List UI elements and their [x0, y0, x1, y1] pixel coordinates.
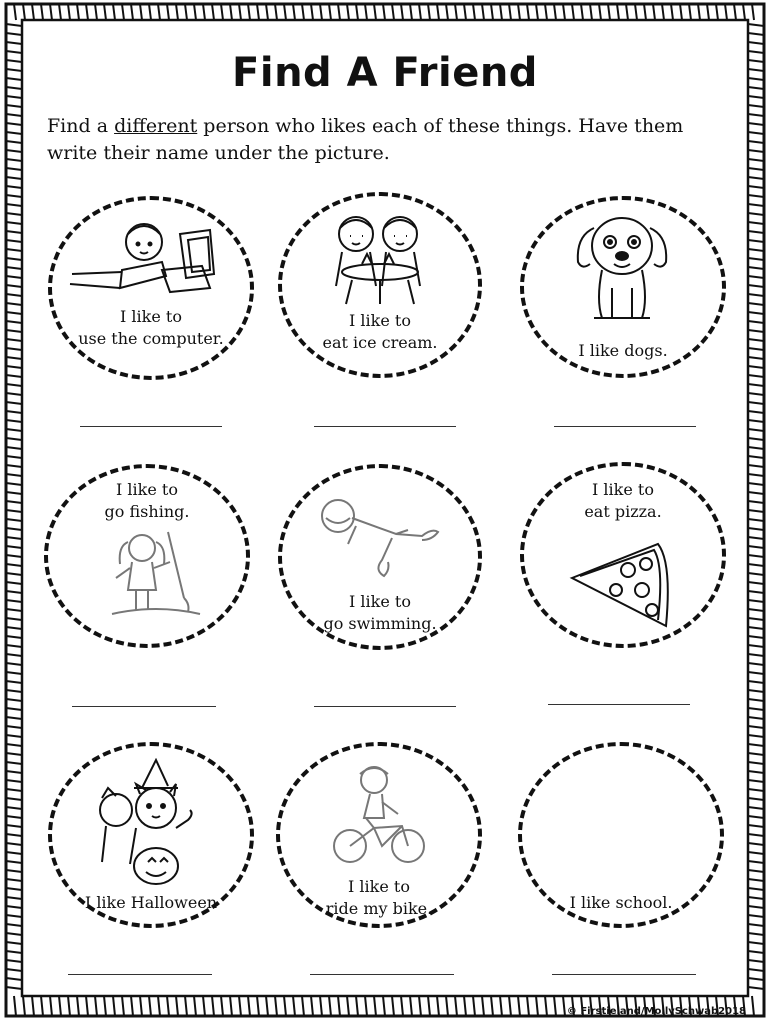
pizza-slice-icon	[566, 540, 674, 630]
dog-icon	[572, 208, 672, 326]
activity-caption: I like to use the computer.	[78, 307, 224, 348]
name-line[interactable]	[548, 704, 690, 705]
activity-caption: I like to go fishing.	[104, 480, 190, 521]
activity-caption: I like to go swimming.	[323, 592, 437, 633]
instructions: Find a different person who likes each of these things. Have them write their name under the picture.	[47, 115, 684, 164]
name-line[interactable]	[314, 426, 456, 427]
girl-riding-bike-icon	[330, 762, 430, 866]
name-line[interactable]	[80, 426, 222, 427]
activity-caption: I like to eat ice cream.	[322, 311, 438, 352]
kids-eating-ice-cream-icon	[322, 206, 438, 306]
activity-caption: I like to eat pizza.	[584, 480, 662, 521]
girl-fishing-icon	[108, 528, 204, 620]
boy-swimming-icon	[312, 490, 442, 580]
activity-caption: I like dogs.	[578, 341, 668, 360]
name-line[interactable]	[552, 974, 696, 975]
activity-caption: I like to ride my bike.	[325, 877, 433, 918]
name-line[interactable]	[72, 706, 216, 707]
page-title: Find A Friend	[232, 50, 538, 96]
name-line[interactable]	[314, 706, 456, 707]
instructions-emphasis: different	[114, 115, 198, 137]
activity-caption: I like Halloween	[84, 893, 218, 912]
copyright-notice: © Firstieland/MollySchwab2018	[566, 1006, 746, 1017]
name-line[interactable]	[554, 426, 696, 427]
boy-with-laptop-icon	[62, 212, 222, 302]
activity-caption: I like school.	[569, 893, 673, 912]
name-line[interactable]	[310, 974, 454, 975]
halloween-cats-icon	[94, 758, 198, 888]
name-line[interactable]	[68, 974, 212, 975]
